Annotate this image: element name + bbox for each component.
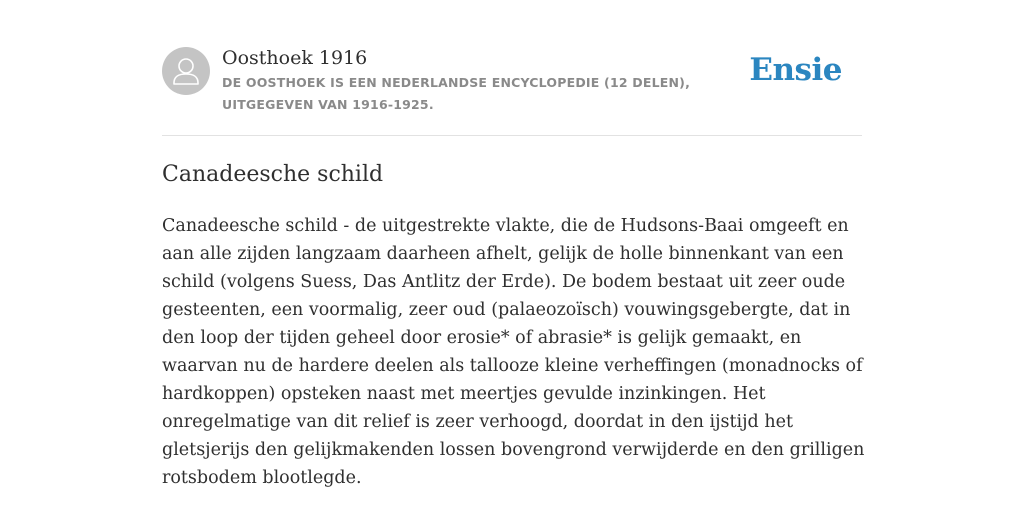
entry-body: Canadeesche schild - de uitgestrekte vlakte, die de Hudsons-Baai omgeeft en aan alle zijden langzaam daarheen afhelt, gelijk de holle binnenkant van een schild (volgens Suess, Das Antlitz der Erde). De bodem bestaat uit zeer oude gesteenten, een voormalig, zeer oud (palaeozoïsch) vouwingsgebergte, dat in den loop der tijden geheel door erosie* of abrasie* is gelijk gemaakt, en waarvan nu de hardere deelen als tallooze kleine verheffingen (monadnocks of hardkoppen) opsteken naast met meertjes gevulde inzinkingen. Het onregelmatige van dit relief is zeer verhoogd, doordat in den ijstijd het gletsjerijs den gelijkmakenden lossen bovengrond verwijderde en den grilligen rotsbodem blootlegde. — [162, 216, 865, 488]
source-avatar[interactable] — [162, 47, 210, 95]
entry-title: Canadeesche schild — [162, 162, 384, 187]
source-description: DE OOSTHOEK IS EEN NEDERLANDSE ENCYCLOPEDIE (12 DELEN), UITGEGEVEN VAN 1916-1925. — [222, 75, 691, 112]
source-header — [162, 46, 862, 116]
brand-logo[interactable]: Ensie — [749, 52, 842, 88]
source-title[interactable]: Oosthoek 1916 — [222, 47, 368, 69]
user-icon — [162, 47, 210, 95]
header-divider — [162, 135, 862, 136]
